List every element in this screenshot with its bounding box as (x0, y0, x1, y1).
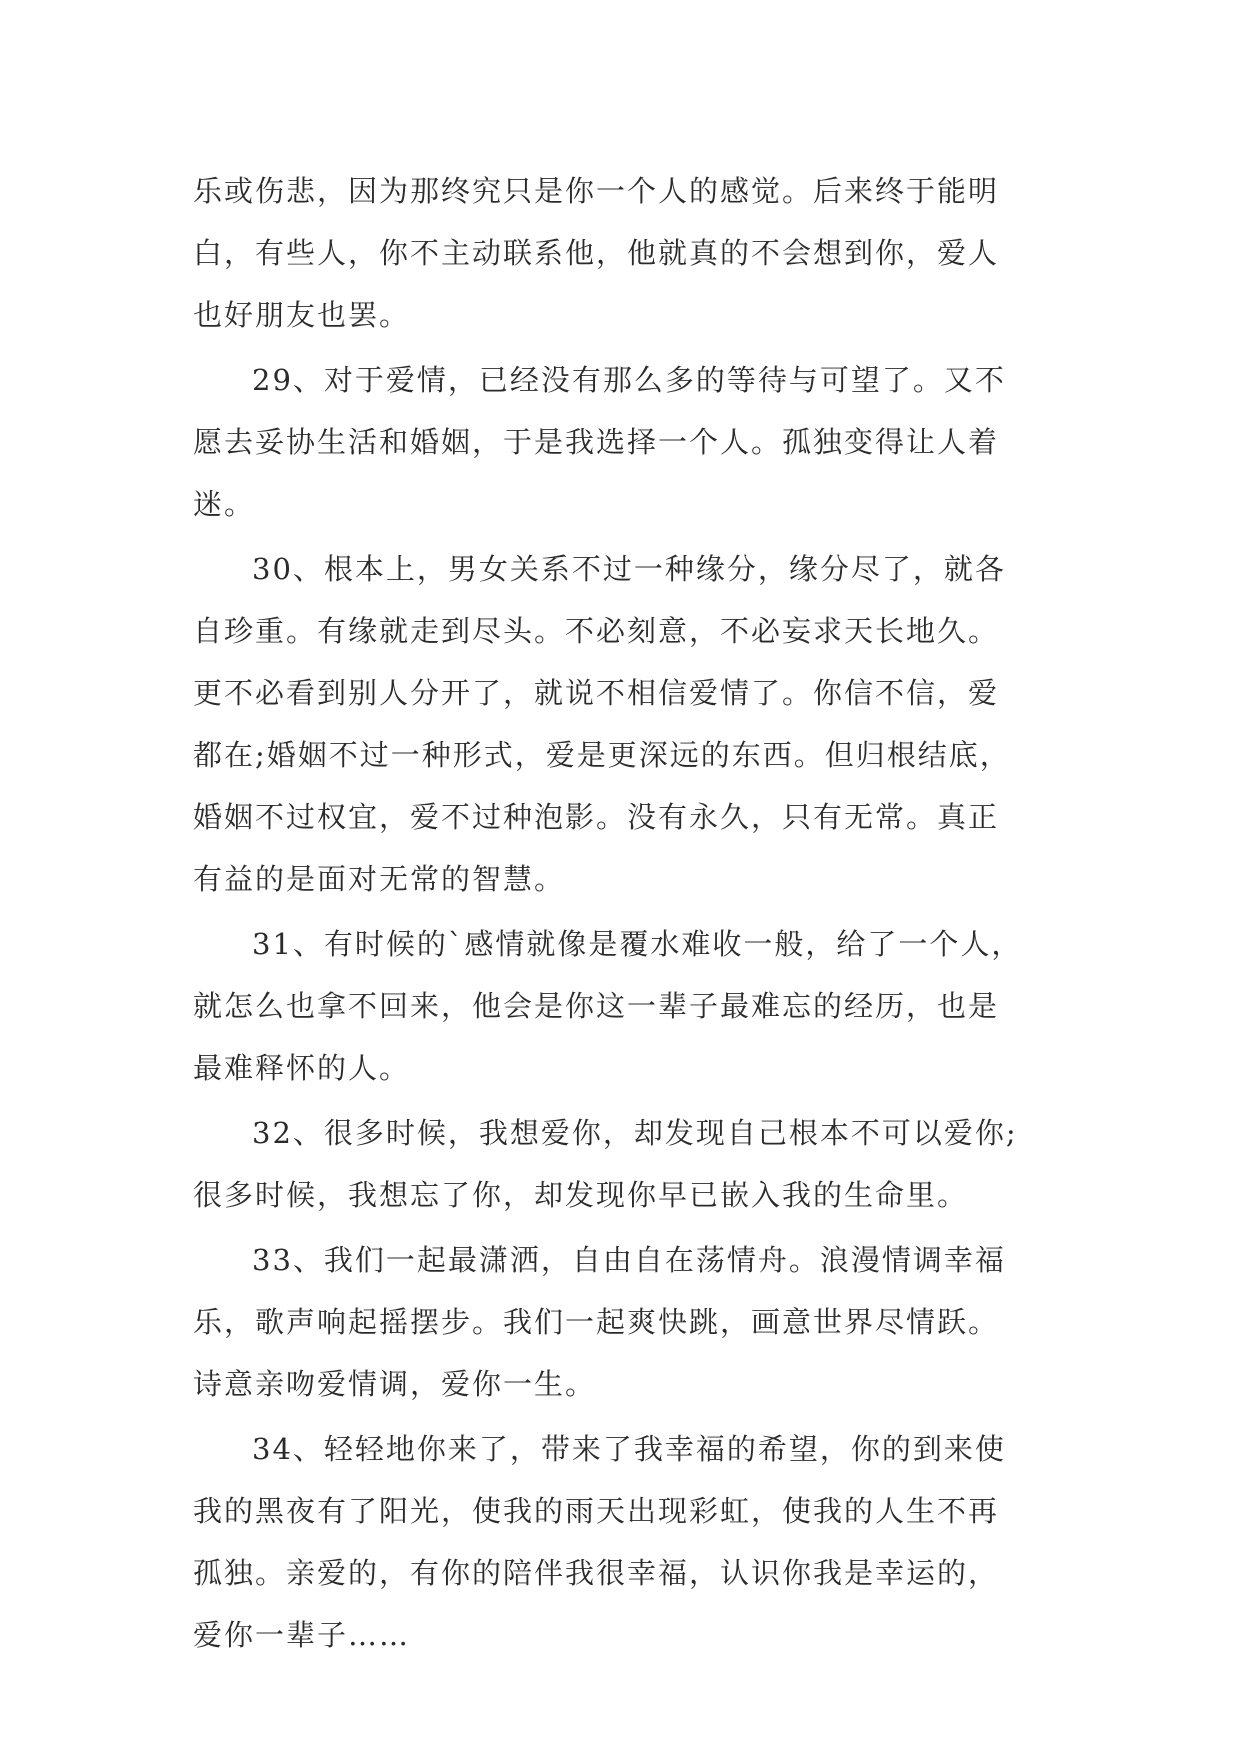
text-line: 29、对于爱情，已经没有那么多的等待与可望了。又不 (252, 363, 1006, 397)
text-line: 都在;婚姻不过一种形式，爱是更深远的东西。但归根结底， (193, 738, 1011, 772)
text-line: 乐，歌声响起摇摆步。我们一起爽快跳，画意世界尽情跃。 (193, 1305, 1000, 1339)
text-line: 就怎么也拿不回来，他会是你这一辈子最难忘的经历，也是 (193, 989, 1000, 1023)
text-line: 诗意亲吻爱情调，爱你一生。 (193, 1367, 597, 1401)
paragraph-30 (193, 538, 1073, 910)
text-line: 愿去妥协生活和婚姻，于是我选择一个人。孤独变得让人着 (193, 425, 1000, 459)
text-line: 我的黑夜有了阳光，使我的雨天出现彩虹，使我的人生不再 (193, 1494, 1000, 1528)
paragraph (193, 160, 1073, 346)
text-line: 最难释怀的人。 (193, 1051, 411, 1085)
text-line: 有益的是面对无常的智慧。 (193, 862, 566, 896)
text-line: 迷。 (193, 487, 256, 521)
text-line: 33、我们一起最潇洒，自由自在荡情舟。浪漫情调幸福 (252, 1243, 1006, 1277)
text-line: 白，有些人，你不主动联系他，他就真的不会想到你，爱人 (193, 236, 1000, 270)
text-line: 也好朋友也罢。 (193, 298, 411, 332)
text-line: 很多时候，我想忘了你，却发现你早已嵌入我的生命里。 (193, 1178, 969, 1212)
text-line: 婚姻不过权宜，爱不过种泡影。没有永久，只有无常。真正 (193, 800, 1000, 834)
paragraph-29 (193, 349, 1073, 535)
text-line: 自珍重。有缘就走到尽头。不必刻意，不必妄求天长地久。 (193, 614, 1000, 648)
text-line: 31、有时候的`感情就像是覆水难收一般，给了一个人， (252, 927, 1023, 961)
text-line: 32、很多时候，我想爱你，却发现自己根本不可以爱你; (252, 1116, 1018, 1150)
paragraph-34 (193, 1418, 1073, 1666)
paragraph-33 (193, 1229, 1073, 1415)
text-line: 34、轻轻地你来了，带来了我幸福的希望，你的到来使 (252, 1432, 1006, 1466)
text-line: 更不必看到别人分开了，就说不相信爱情了。你信不信，爱 (193, 676, 1000, 710)
document-body (193, 160, 1073, 1669)
paragraph-32 (193, 1102, 1073, 1226)
text-line: 30、根本上，男女关系不过一种缘分，缘分尽了，就各 (252, 552, 1006, 586)
text-line: 乐或伤悲，因为那终究只是你一个人的感觉。后来终于能明 (193, 174, 1000, 208)
text-line: 爱你一辈子…… (193, 1618, 411, 1652)
text-line: 孤独。亲爱的，有你的陪伴我很幸福，认识你我是幸运的， (193, 1556, 1000, 1590)
paragraph-31 (193, 913, 1073, 1099)
